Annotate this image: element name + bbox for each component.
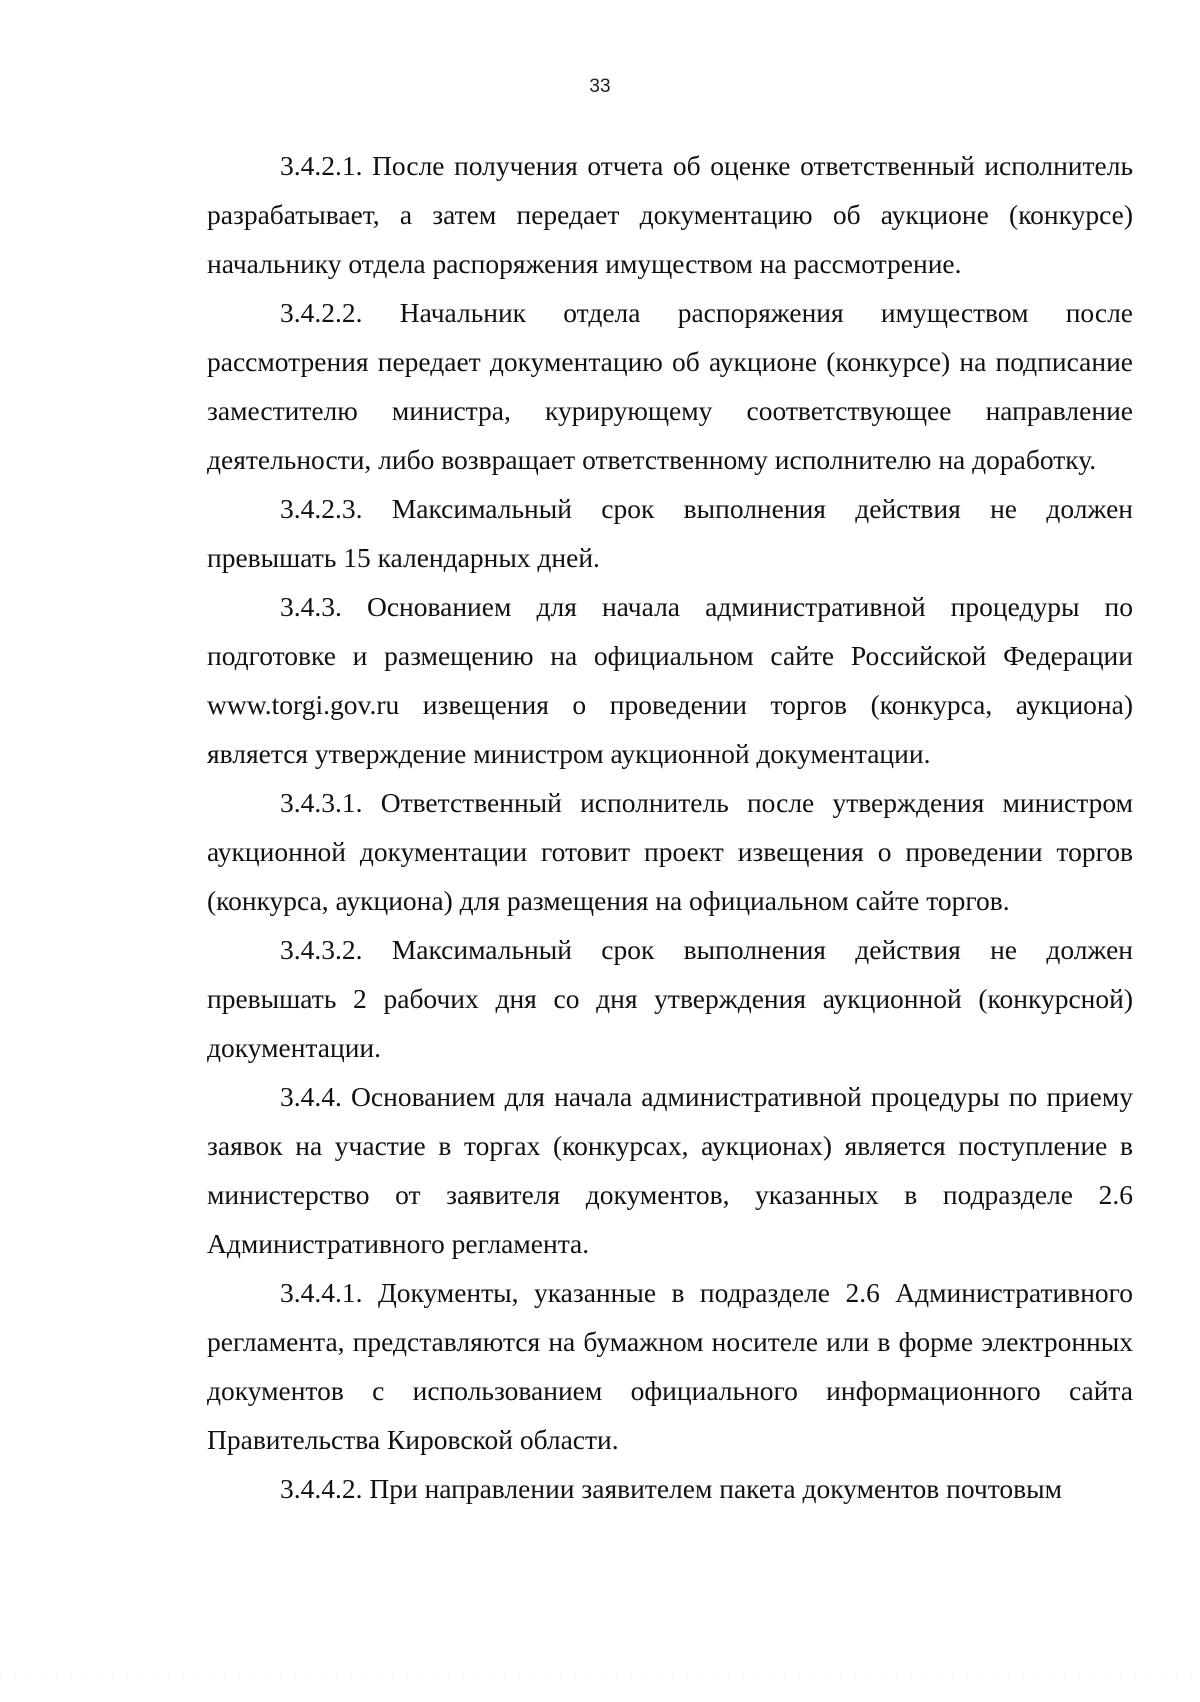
paragraph-3-4-4-2: 3.4.4.2. При направлении заявителем пакета документов почтовым [280, 1473, 1063, 1504]
document-body [207, 141, 1133, 1513]
paragraph-3-4-4-1: 3.4.4.1. Документы, указанные в подразделе 2.6 Административного регламента, представляются на бумажном носителе или в форме электронных документов с использованием официального информационного сайта Правительства Кировской области. [207, 1277, 1133, 1455]
paragraph-3-4-3-2: 3.4.3.2. Максимальный срок выполнения действия не должен превышать 2 рабочих дня со дня утверждения аукционной (конкурсной) документации. [207, 934, 1133, 1063]
paragraph-3-4-4: 3.4.4. Основанием для начала административной процедуры по приему заявок на участие в торгах (конкурсах, аукционах) является поступление в министерство от заявителя документов, указанных в подразделе 2.6 Административного регламента. [207, 1081, 1133, 1259]
paragraph-3-4-3-1: 3.4.3.1. Ответственный исполнитель после утверждения министром аукционной документации готовит проект извещения о проведении торгов (конкурса, аукциона) для размещения на официальном сайте торгов. [207, 787, 1133, 916]
page-number: 33 [589, 76, 611, 97]
page-bottom-edge [0, 1677, 1200, 1678]
paragraph-3-4-3: 3.4.3. Основанием для начала административной процедуры по подготовке и размещению на официальном сайте Российской Федерации www.torgi.gov.ru извещения о проведении торгов (конкурса, аукциона) является утверждение министром аукционной документации. [207, 591, 1133, 769]
paragraph-3-4-2-1: 3.4.2.1. После получения отчета об оценке ответственный исполнитель разрабатывает, а затем передает документацию об аукционе (конкурсе) начальнику отдела распоряжения имуществом на рассмотрение. [207, 150, 1133, 279]
paragraph-3-4-2-2: 3.4.2.2. Начальник отдела распоряжения имуществом после рассмотрения передает документацию об аукционе (конкурсе) на подписание заместителю министра, курирующему соответствующее направление деятельности, либо возвращает ответственному исполнителю на доработку. [207, 297, 1133, 475]
paragraph-3-4-2-3: 3.4.2.3. Максимальный срок выполнения действия не должен превышать 15 календарных дней. [207, 493, 1133, 573]
